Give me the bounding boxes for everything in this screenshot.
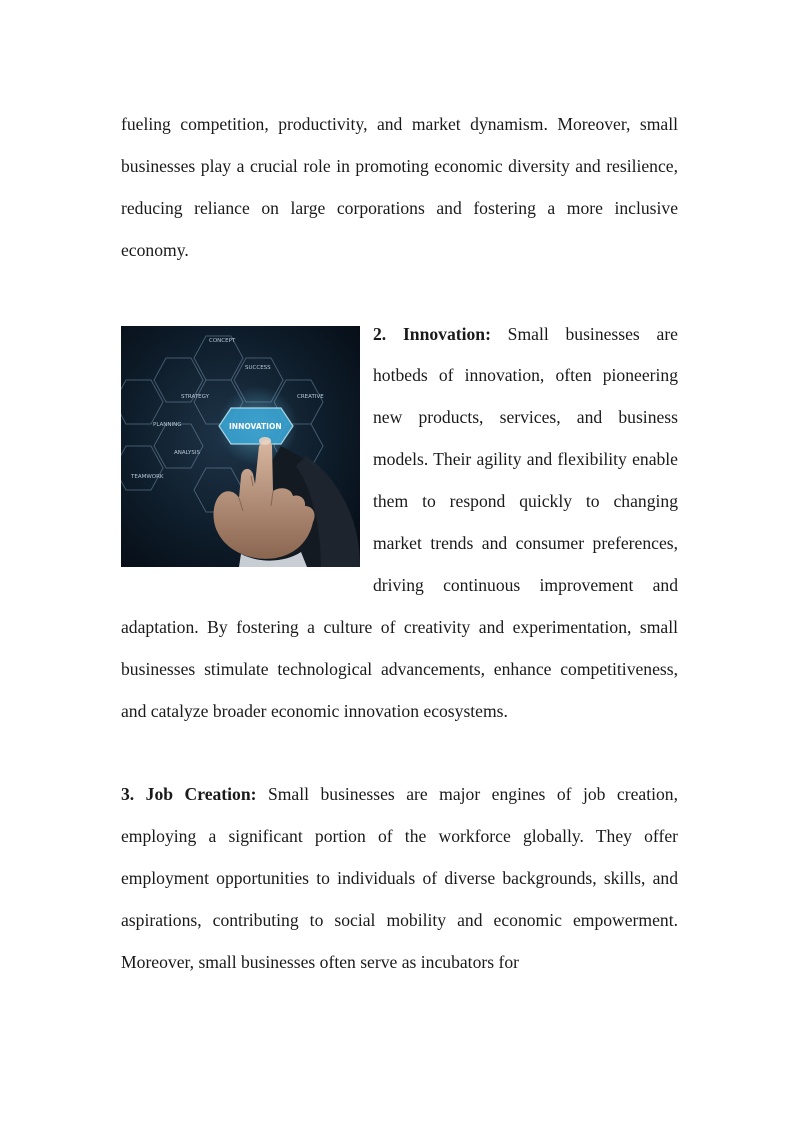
section-job-creation-heading: 3. Job Creation: [121,784,257,805]
section-job-creation-body: Small businesses are major engines of job creation, employing a significant portion of the workforce globally. They offer employment opportunities to individuals of diverse backgrounds, skills, and aspirations, contributing to social mobility and economic empowerment. Moreover, small businesses often serve as incubators for [121,784,678,973]
innovation-image [121,326,360,567]
hex-label-planning: PLANNING [153,421,182,428]
section-innovation [121,314,678,733]
section-innovation-body: Small businesses are hotbeds of innovation, often pioneering new products, services, and business models. Their agility and flexibility enable them to respond quickly to changing market trends and consumer preferences, driving continuous improvement and adaptation. By fostering a culture of creativity and experimentation, small businesses stimulate technological advancements, enhance competitiveness, and catalyze broader economic innovation ecosystems. [121,323,678,721]
hex-label-analysis: ANALYSIS [174,449,200,456]
page-content [121,104,678,984]
hex-label-strategy: STRATEGY [181,393,209,400]
hex-label-success: SUCCESS [245,364,271,371]
hex-label-creative: CREATIVE [297,393,324,400]
hex-label-teamwork: TEAMWORK [131,473,164,480]
section-job-creation [121,774,678,984]
section-innovation-heading: 2. Innovation: [373,323,491,344]
paragraph-intro-continued: fueling competition, productivity, and market dynamism. Moreover, small businesses play a crucial role in promoting economic diversity and resilience, reducing reliance on large corporations and fostering a more inclusive economy. [121,114,678,260]
hex-label-innovation: INNOVATION [229,421,282,431]
hex-label-concept: CONCEPT [209,337,236,344]
